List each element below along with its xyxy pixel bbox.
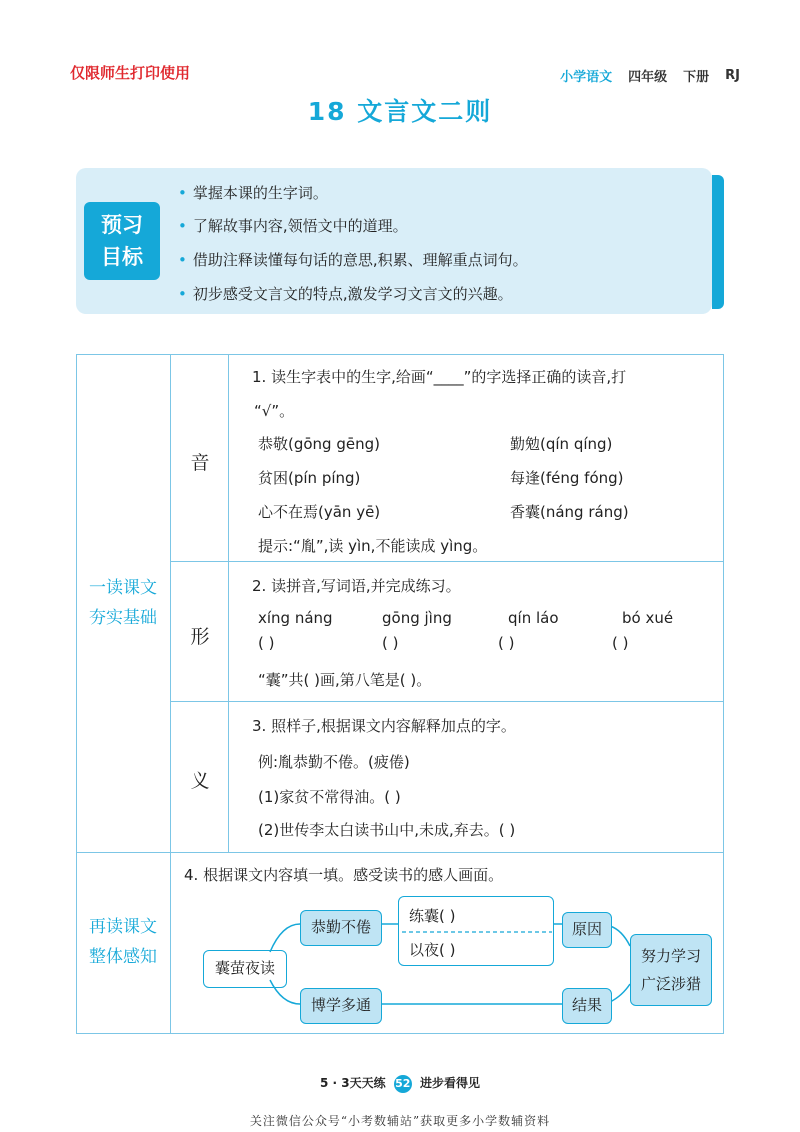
footer-note: 关注微信公众号“小考数辅站”获取更多小学数辅资料 xyxy=(249,1114,551,1128)
table-divider xyxy=(170,701,724,702)
pinyin-choice[interactable]: 香囊(náng ráng) xyxy=(510,503,629,521)
pinyin-word: xíng náng xyxy=(258,609,333,627)
hint-text: 提示:“胤”,读 yìn,不能读成 yìng。 xyxy=(258,537,488,555)
goal-item: • 借助注释读懂每句话的意思,积累、理解重点词句。 xyxy=(178,251,528,269)
answer-blank[interactable]: ( ) xyxy=(498,634,515,652)
goal-item: • 初步感受文言文的特点,激发学习文言文的兴趣。 xyxy=(178,285,513,303)
detail-line-1[interactable]: 练囊( ) xyxy=(409,907,456,925)
page-number: 52 xyxy=(394,1075,412,1093)
answer-blank[interactable]: ( ) xyxy=(382,634,399,652)
node-lower: 博学多通 xyxy=(300,988,382,1024)
stroke-question[interactable]: “囊”共( )画,第八笔是( )。 xyxy=(258,671,432,689)
volume-label: 下册 xyxy=(683,70,710,85)
row-label-meaning: 义 xyxy=(190,770,210,792)
table-divider xyxy=(170,561,724,562)
node-upper: 恭勤不倦 xyxy=(300,910,382,946)
badge-line-1: 预习 xyxy=(101,213,143,237)
row-label-form: 形 xyxy=(190,626,210,648)
subject-label: 小学语文 xyxy=(560,70,613,85)
node-root: 囊萤夜读 xyxy=(203,950,287,988)
meaning-item-1[interactable]: (1)家贫不常得油。( ) xyxy=(258,788,401,806)
preview-badge xyxy=(84,202,160,280)
footer-brand: 5 · 3天天练 xyxy=(319,1076,386,1090)
example-text: 例:胤恭勤不倦。(疲倦) xyxy=(258,753,410,771)
print-notice: 仅限师生打印使用 xyxy=(70,64,191,82)
lesson-title: 18 文言文二则 xyxy=(307,97,493,126)
node-reason: 原因 xyxy=(562,912,612,948)
page-footer xyxy=(0,1074,800,1093)
goal-item: • 了解故事内容,领悟文中的道理。 xyxy=(178,217,408,235)
pinyin-word: gōng jìng xyxy=(382,609,452,627)
question-4: 4. 根据课文内容填一填。感受读书的感人画面。 xyxy=(184,866,504,884)
question-3: 3. 照样子,根据课文内容解释加点的字。 xyxy=(252,717,516,735)
footer-slogan: 进步看得见 xyxy=(419,1076,480,1090)
node-result: 结果 xyxy=(562,988,612,1024)
pinyin-choice[interactable]: 勤勉(qín qíng) xyxy=(510,435,613,453)
edition-label: RJ xyxy=(725,68,740,83)
pinyin-choice[interactable]: 恭敬(gōng gēng) xyxy=(258,435,380,453)
answer-blank[interactable]: ( ) xyxy=(258,634,275,652)
question-2: 2. 读拼音,写词语,并完成练习。 xyxy=(252,577,461,595)
section-label-read2: 再读课文 整体感知 xyxy=(89,917,157,967)
node-outcome: 努力学习 广泛涉猎 xyxy=(630,934,712,1006)
grade-label: 四年级 xyxy=(628,70,668,85)
goal-item: • 掌握本课的生字词。 xyxy=(178,184,328,202)
pinyin-choice[interactable]: 心不在焉(yān yē) xyxy=(258,503,381,521)
badge-line-2: 目标 xyxy=(101,245,143,269)
node-detail-box xyxy=(398,896,554,966)
detail-line-2[interactable]: 以夜( ) xyxy=(409,941,456,959)
table-divider xyxy=(76,852,724,853)
section-label-read1: 一读课文 夯实基础 xyxy=(89,578,157,628)
answer-blank[interactable]: ( ) xyxy=(612,634,629,652)
pinyin-word: qín láo xyxy=(508,609,559,627)
book-info xyxy=(560,66,740,85)
question-1: 1. 读生字表中的生字,给画“____”的字选择正确的读音,打 xyxy=(252,368,627,386)
pinyin-choice[interactable]: 每逢(féng fóng) xyxy=(510,469,624,487)
meaning-item-2[interactable]: (2)世传李太白读书山中,未成,弃去。( ) xyxy=(258,821,516,839)
pinyin-word: bó xué xyxy=(622,609,674,627)
row-label-sound: 音 xyxy=(190,452,210,474)
question-1-cont: “√”。 xyxy=(254,402,295,420)
pinyin-choice[interactable]: 贫困(pín píng) xyxy=(258,469,361,487)
preview-box-accent xyxy=(712,175,724,309)
